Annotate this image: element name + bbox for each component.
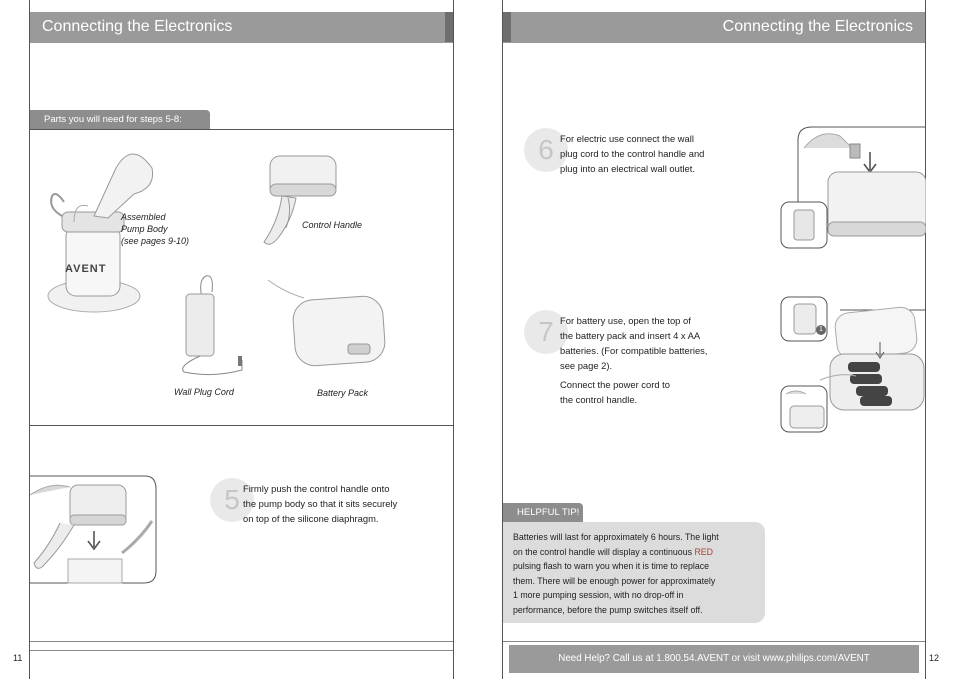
step5-illustration — [30, 475, 157, 585]
caption-line: Pump Body — [121, 224, 168, 234]
step6-illustration — [780, 126, 926, 250]
text-line: batteries. (For compatible batteries, — [560, 345, 708, 356]
step7-number: 7 — [524, 310, 568, 354]
parts-tab: Parts you will need for steps 5-8: — [30, 110, 210, 129]
control-handle-illustration — [258, 150, 342, 248]
page-title: Connecting the Electronics — [42, 18, 233, 35]
text-line: Firmly push the control handle onto — [243, 483, 390, 494]
left-header — [30, 12, 453, 42]
left-bottom-rule-2 — [30, 650, 453, 651]
step7-text — [560, 313, 750, 407]
text-line: plug into an electrical wall outlet. — [560, 163, 695, 174]
text-line: see page 2). — [560, 360, 613, 371]
parts-top-rule — [30, 129, 453, 130]
left-bottom-rule — [30, 641, 453, 642]
text-line: plug cord to the control handle and — [560, 148, 705, 159]
text-line: For electric use connect the wall — [560, 133, 694, 144]
text-line: on top of the silicone diaphragm. — [243, 513, 379, 524]
battery-pack-illustration — [264, 278, 388, 376]
tip-line: pulsing flash to warn you when it is time to replace — [513, 561, 710, 572]
page-number-left: 11 — [13, 653, 23, 663]
page-title: Connecting the Electronics — [722, 18, 913, 35]
help-footer: Need Help? Call us at 1.800.54.AVENT or visit www.philips.com/AVENT — [509, 645, 919, 673]
helpful-tip-box — [503, 522, 765, 623]
header-underline — [30, 42, 453, 43]
parts-bottom-rule — [30, 425, 453, 426]
helpful-tip-tab: HELPFUL TIP! — [503, 503, 583, 522]
tip-red-word: RED — [694, 546, 714, 557]
right-header — [503, 12, 925, 42]
tip-line — [513, 545, 755, 560]
control-handle-caption: Control Handle — [302, 220, 363, 230]
step7-illustration — [780, 296, 926, 434]
header-underline — [503, 42, 925, 43]
tip-line: Batteries will last for approximately 6 hours. The light — [513, 532, 719, 542]
assembled-pump-body-caption — [121, 211, 189, 247]
text-line: the battery pack and insert 4 x AA — [560, 330, 701, 341]
step6-number: 6 — [524, 128, 568, 172]
caption-line: (see pages 9-10) — [121, 236, 190, 246]
wall-plug-cord-caption: Wall Plug Cord — [174, 387, 234, 397]
header-accent — [445, 12, 453, 42]
tip-line: 1 more pumping session, with no drop-off in — [513, 590, 684, 601]
caption-line: Assembled — [121, 212, 166, 222]
step6-text — [560, 131, 750, 176]
battery-pack-caption: Battery Pack — [317, 388, 369, 398]
tip-line-text: on the control handle will display a continuous — [513, 546, 695, 557]
step5-number: 5 — [210, 478, 254, 522]
tip-line: performance, before the pump switches itself off. — [513, 604, 703, 615]
wall-plug-cord-illustration — [172, 272, 248, 378]
text-line: the pump body so that it sits securely — [243, 498, 398, 509]
text-line: Connect the power cord to — [560, 379, 670, 390]
text-line: For battery use, open the top of — [560, 315, 691, 326]
text-line: the control handle. — [560, 394, 638, 405]
right-bottom-rule — [503, 641, 925, 642]
left-page-right-border — [453, 0, 454, 679]
step5-text — [243, 481, 433, 526]
step7-badge: 1 — [816, 325, 826, 335]
header-accent — [503, 12, 511, 42]
tip-line: them. There will be enough power for approximately — [513, 575, 716, 586]
avent-logo: AVENT — [65, 263, 107, 275]
page-number-right: 12 — [929, 653, 940, 663]
